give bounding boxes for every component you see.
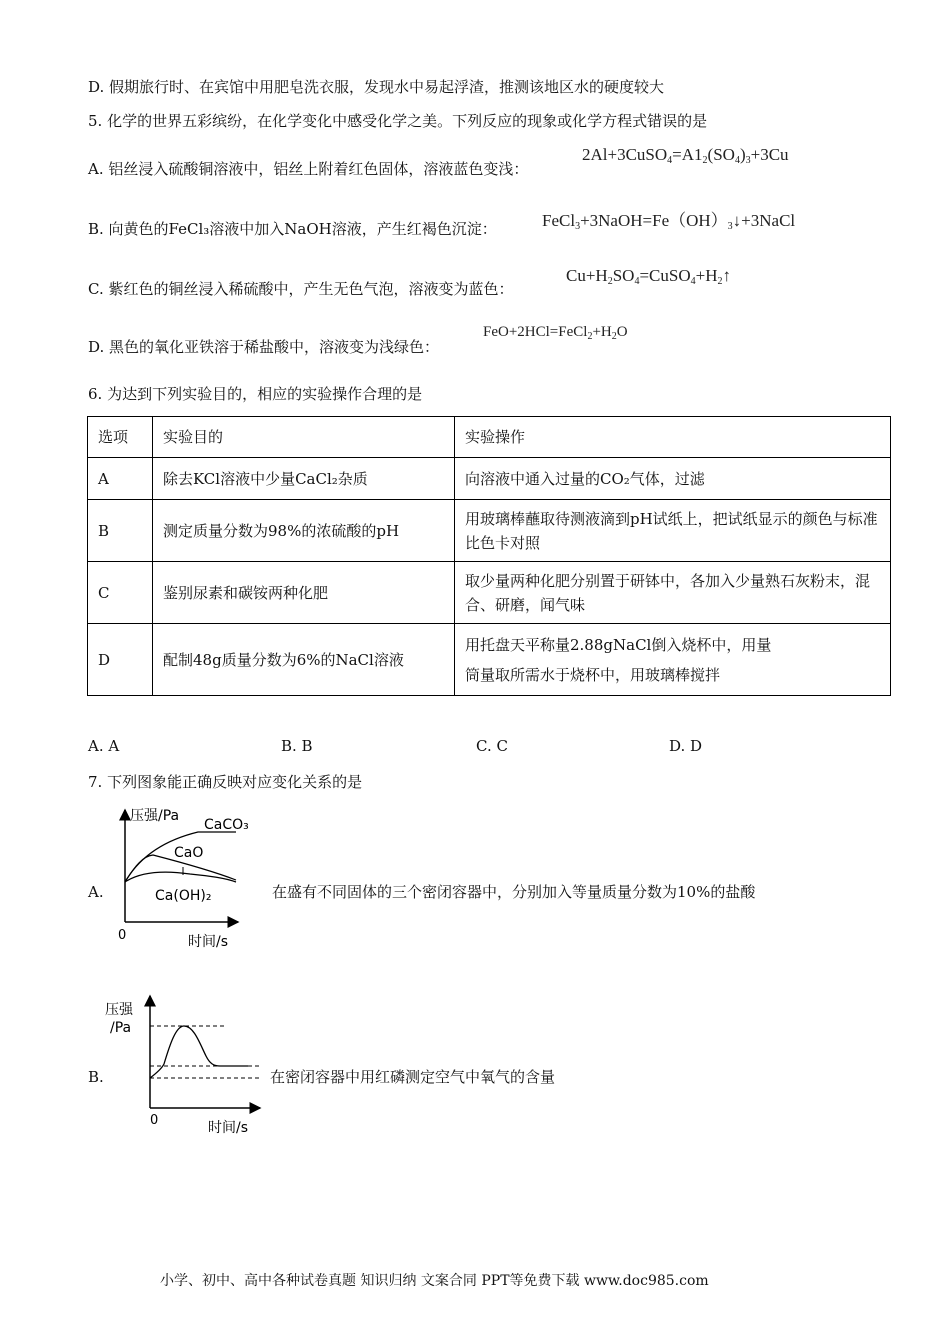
table-header-row (88, 417, 891, 458)
q7-stem: 7. 下列图象能正确反映对应变化关系的是 (88, 773, 363, 791)
q5-option-c: C. 紫红色的铜丝浸入稀硫酸中，产生无色气泡，溶液变为蓝色： (88, 280, 514, 298)
q7-option-a-text: 在盛有不同固体的三个密闭容器中，分别加入等量质量分数为10%的盐酸 (272, 883, 756, 901)
row-operation-line1: 用托盘天平称量2.88gNaCl倒入烧杯中，用量 (465, 635, 772, 654)
graph-a-series-caoh2: Ca(OH)₂ (155, 888, 212, 904)
table-row (88, 624, 891, 696)
q6-option-d: D. D (669, 737, 703, 755)
q7-option-b-text: 在密闭容器中用红磷测定空气中氧气的含量 (270, 1068, 556, 1086)
graph-b-ylabel: 压强 (105, 1002, 133, 1018)
q7-option-a-label: A. (88, 883, 104, 901)
row-operation: 取少量两种化肥分别置于研钵中，各加入少量熟石灰粉末，混合、研磨，闻气味 (455, 562, 891, 624)
graph-a-ylabel: 压强/Pa (130, 808, 180, 824)
graph-b-yunit: /Pa (110, 1020, 132, 1036)
graph-a-series-cao: CaO (174, 845, 204, 861)
row-option: B (88, 500, 153, 562)
q5-option-d: D. 黑色的氧化亚铁溶于稀盐酸中，溶液变为浅绿色： (88, 338, 440, 356)
q6-option-a: A. A (88, 737, 120, 755)
row-option: C (88, 562, 153, 624)
q5-equation-a: $2Al+3CuSO_4=A1_2(SO_4)_3+3Cu$ (582, 145, 789, 166)
row-goal: 测定质量分数为98%的浓硫酸的pH (153, 500, 455, 562)
row-option: A (88, 458, 153, 500)
table-row (88, 562, 891, 624)
header-operation: 实验操作 (455, 417, 891, 458)
page-footer: 小学、初中、高中各种试卷真题 知识归纳 文案合同 PPT等免费下载 www.doc985.com (160, 1273, 709, 1289)
row-option: D (88, 624, 153, 696)
q6-option-b: B. B (281, 737, 313, 755)
row-operation-line2: 筒量取所需水于烧杯中，用玻璃棒搅拌 (465, 665, 721, 684)
q5-option-a: A. 铝丝浸入硫酸铜溶液中，铝丝上附着红色固体，溶液蓝色变浅： (88, 160, 529, 178)
q5-equation-d: $FeO+2HCl=FeCl_2+H_2O$ (483, 324, 628, 342)
q7-option-b-label: B. (88, 1068, 104, 1086)
row-operation (455, 624, 891, 696)
graph-b-origin: 0 (150, 1113, 159, 1128)
q7-graph-a (110, 798, 270, 956)
row-goal: 除去KCl溶液中少量CaCl₂杂质 (153, 458, 455, 500)
q5-stem: 5. 化学的世界五彩缤纷，在化学变化中感受化学之美。下列反应的现象或化学方程式错误的是 (88, 112, 708, 130)
graph-a-series-caco3: CaCO₃ (204, 817, 249, 833)
table-row (88, 500, 891, 562)
q6-stem: 6. 为达到下列实验目的，相应的实验操作合理的是 (88, 385, 423, 403)
q5-option-b: B. 向黄色的FeCl₃溶液中加入NaOH溶液，产生红褐色沉淀： (88, 220, 497, 238)
graph-a-origin: 0 (118, 928, 127, 943)
header-goal: 实验目的 (153, 417, 455, 458)
q4-option-d: D. 假期旅行时、在宾馆中用肥皂洗衣服，发现水中易起浮渣，推测该地区水的硬度较大 (88, 78, 665, 96)
row-operation: 用玻璃棒蘸取待测液滴到pH试纸上，把试纸显示的颜色与标准比色卡对照 (455, 500, 891, 562)
row-operation: 向溶液中通入过量的CO₂气体，过滤 (455, 458, 891, 500)
q6-table (87, 416, 891, 696)
row-goal: 配制48g质量分数为6%的NaCl溶液 (153, 624, 455, 696)
q6-option-c: C. C (476, 737, 508, 755)
header-option: 选项 (88, 417, 153, 458)
graph-b-xlabel: 时间/s (208, 1120, 249, 1136)
q5-equation-c: $Cu+H_2SO_4=CuSO_4+H_2↑$ (566, 266, 731, 287)
graph-a-xlabel: 时间/s (188, 934, 229, 950)
row-goal: 鉴别尿素和碳铵两种化肥 (153, 562, 455, 624)
q5-equation-b: $FeCl_3+3NaOH=Fe(OH)_3↓+3NaCl$ (542, 211, 796, 232)
table-row (88, 458, 891, 500)
q7-graph-b (100, 992, 270, 1142)
